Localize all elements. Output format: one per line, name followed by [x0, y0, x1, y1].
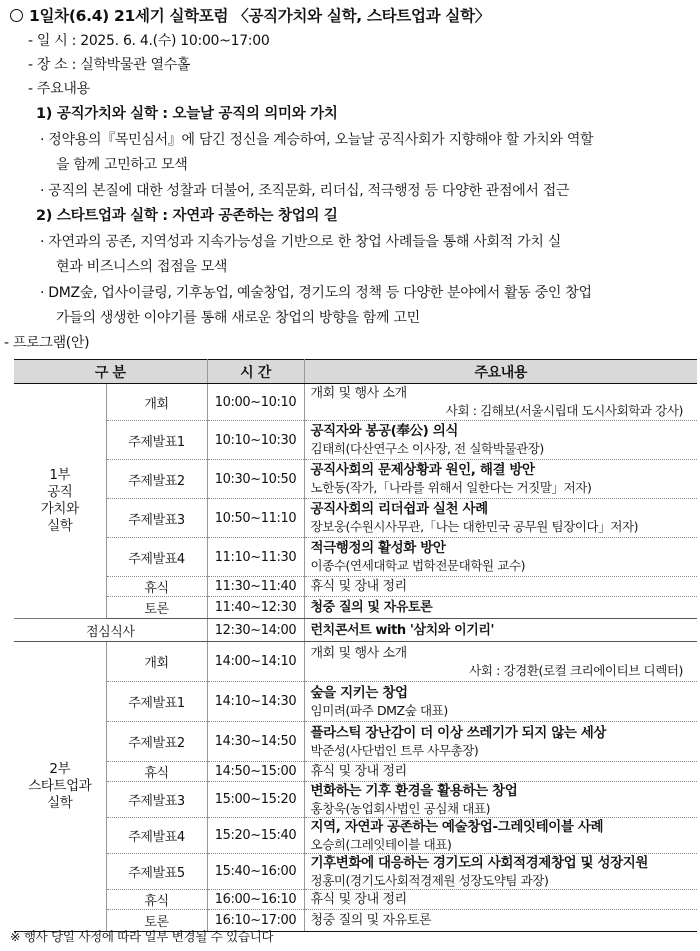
program-label: - 프로그램(안)	[4, 335, 90, 351]
row-type: 주제발표2	[106, 722, 207, 762]
row-title: 개회 및 행사 소개	[310, 386, 407, 401]
row-time: 10:10~10:30	[207, 421, 304, 460]
row-time: 10:00~10:10	[207, 384, 304, 421]
part2-label: 2부 스타트업과 실학	[14, 642, 106, 932]
row-type: 휴식	[106, 577, 207, 597]
info-place: - 장 소 : 실학박물관 열수홀	[28, 57, 191, 73]
row-time: 10:30~10:50	[207, 460, 304, 499]
row-content	[304, 384, 697, 421]
row-type: 주제발표2	[106, 460, 207, 499]
row-time: 14:00~14:10	[207, 642, 304, 682]
row-time: 11:40~12:30	[207, 597, 304, 619]
section2-title: 2) 스타트업과 실학 : 자연과 공존하는 창업의 길	[36, 208, 338, 224]
row-title: 휴식 및 장내 정리	[304, 577, 697, 597]
row-title: 공직사회의 문제상황과 원인, 해결 방안	[310, 462, 535, 478]
row-title: 공직사회의 리더쉽과 실천 사례	[310, 501, 488, 517]
row-title: 런치콘서트 with '삼치와 이기리'	[304, 619, 697, 642]
row-title: 청중 질의 및 자유토론	[304, 910, 697, 932]
row-type: 주제발표5	[106, 854, 207, 890]
section2-bullet1-line2: 현과 비즈니스의 접점을 모색	[56, 259, 228, 275]
row-type: 주제발표4	[106, 818, 207, 854]
row-person: 노한동(작가,「나라를 위해서 일한다는 거짓말」저자)	[310, 480, 592, 495]
row-title: 청중 질의 및 자유토론	[304, 597, 697, 619]
row-title: 개회 및 행사 소개	[310, 645, 407, 661]
table-row	[14, 642, 697, 682]
row-content	[304, 460, 697, 499]
row-type: 토론	[106, 597, 207, 619]
row-content	[304, 818, 697, 854]
row-type: 개회	[106, 384, 207, 421]
row-time: 12:30~14:00	[207, 619, 304, 642]
row-type: 주제발표1	[106, 421, 207, 460]
row-person: 오승희(그레잇테이블 대표)	[310, 836, 452, 852]
table-row	[14, 384, 697, 421]
row-content	[304, 499, 697, 538]
program-table	[14, 359, 697, 932]
row-title: 숲을 지키는 창업	[310, 684, 408, 701]
row-time: 16:00~16:10	[207, 890, 304, 910]
row-time: 15:40~16:00	[207, 854, 304, 890]
row-title: 지역, 자연과 공존하는 예술창업-그레잇테이블 사례	[310, 818, 604, 835]
row-type: 주제발표4	[106, 538, 207, 577]
row-time: 14:30~14:50	[207, 722, 304, 762]
table-row	[14, 619, 697, 642]
section2-bullet2-line1: · DMZ숲, 업사이클링, 기후농업, 예술창업, 경기도의 정책 등 다양한 분야에서 활동 중인 창업	[40, 285, 592, 301]
row-person: 이종수(연세대학교 법학전문대학원 교수)	[310, 558, 526, 573]
row-title: 기후변화에 대응하는 경기도의 사회적경제창업 및 성장지원	[310, 854, 649, 871]
table-row	[14, 499, 697, 538]
row-title: 휴식 및 장내 정리	[304, 890, 697, 910]
row-content	[304, 722, 697, 762]
table-row	[14, 722, 697, 762]
row-title: 적극행정의 활성화 방안	[310, 540, 446, 556]
header-title: 1일차(6.4) 21세기 실학포럼 〈공직가치와 실학, 스타트업과 실학〉	[29, 7, 490, 25]
table-row	[14, 782, 697, 818]
table-row	[14, 597, 697, 619]
row-time: 10:50~11:10	[207, 499, 304, 538]
row-host: 사회 : 강경환(로컬 크리에이티브 디렉터)	[469, 662, 684, 678]
part1-label: 1부 공직 가치와 실학	[14, 384, 106, 619]
row-time: 14:10~14:30	[207, 682, 304, 722]
row-content	[304, 854, 697, 890]
section2-bullet1-line1: · 자연과의 공존, 지역성과 지속가능성을 기반으로 한 창업 사례들을 통해 사회적 가치 실	[40, 234, 561, 250]
row-person: 정홍미(경기도사회적경제원 성장도약팀 과장)	[310, 872, 549, 888]
section-header	[10, 4, 490, 26]
circle-bullet-icon	[10, 9, 23, 22]
row-type: 개회	[106, 642, 207, 682]
row-person: 임미려(파주 DMZ숲 대표)	[310, 702, 448, 718]
footnote: ※ 행사 당일 사정에 따라 일부 변경될 수 있습니다	[10, 929, 274, 944]
info-date: - 일 시 : 2025. 6. 4.(수) 10:00~17:00	[28, 33, 270, 49]
row-title: 공직자와 봉공(奉公) 의식	[310, 423, 458, 439]
row-content	[304, 782, 697, 818]
row-person: 박준성(사단법인 트루 사무총장)	[310, 742, 479, 758]
row-content	[304, 538, 697, 577]
section1-title: 1) 공직가치와 실학 : 오늘날 공직의 의미와 가치	[36, 106, 338, 122]
table-row	[14, 854, 697, 890]
table-row	[14, 421, 697, 460]
row-title: 휴식 및 장내 정리	[304, 762, 697, 782]
row-type: 휴식	[106, 890, 207, 910]
row-person: 홍창욱(농업회사법인 공심채 대표)	[310, 800, 491, 816]
row-time: 11:10~11:30	[207, 538, 304, 577]
table-row	[14, 762, 697, 782]
section2-bullet2-line2: 가들의 생생한 이야기를 통해 새로운 창업의 방향을 함께 고민	[56, 310, 420, 326]
table-header-row	[14, 360, 697, 384]
row-content	[304, 682, 697, 722]
header-content: 주요내용	[304, 360, 697, 384]
table-row	[14, 890, 697, 910]
section1-bullet1-line2: 을 함께 고민하고 모색	[56, 157, 188, 173]
row-time: 15:20~15:40	[207, 818, 304, 854]
table-row	[14, 538, 697, 577]
row-content	[304, 421, 697, 460]
section1-bullet2-line1: · 공직의 본질에 대한 성찰과 더불어, 조직문화, 리더십, 적극행정 등 다양한 관점에서 접근	[40, 183, 570, 199]
header-group: 구 분	[14, 360, 207, 384]
row-content	[304, 642, 697, 682]
row-title: 플라스틱 장난감이 더 이상 쓰레기가 되지 않는 세상	[310, 724, 607, 741]
row-time: 14:50~15:00	[207, 762, 304, 782]
row-type: 주제발표1	[106, 682, 207, 722]
info-content-label: - 주요내용	[28, 81, 90, 97]
row-person: 김태희(다산연구소 이사장, 전 실학박물관장)	[310, 441, 544, 456]
row-host: 사회 : 김해보(서울시립대 도시사회학과 강사)	[445, 403, 684, 418]
section1-bullet1-line1: · 정약용의『목민심서』에 담긴 정신을 계승하여, 오늘날 공직사회가 지향해야 할 가치와 역할	[40, 132, 594, 148]
row-type: 휴식	[106, 762, 207, 782]
table-row	[14, 818, 697, 854]
row-type: 주제발표3	[106, 499, 207, 538]
header-time: 시 간	[207, 360, 304, 384]
row-person: 장보웅(수원시사무관,「나는 대한민국 공무원 팀장이다」저자)	[310, 519, 639, 534]
row-time: 11:30~11:40	[207, 577, 304, 597]
row-time: 16:10~17:00	[207, 910, 304, 932]
table-row	[14, 682, 697, 722]
row-time: 15:00~15:20	[207, 782, 304, 818]
row-title: 변화하는 기후 환경을 활용하는 창업	[310, 782, 518, 799]
table-row	[14, 460, 697, 499]
row-type: 토론	[106, 910, 207, 932]
table-row	[14, 577, 697, 597]
row-type: 점심식사	[14, 619, 207, 642]
row-type: 주제발표3	[106, 782, 207, 818]
